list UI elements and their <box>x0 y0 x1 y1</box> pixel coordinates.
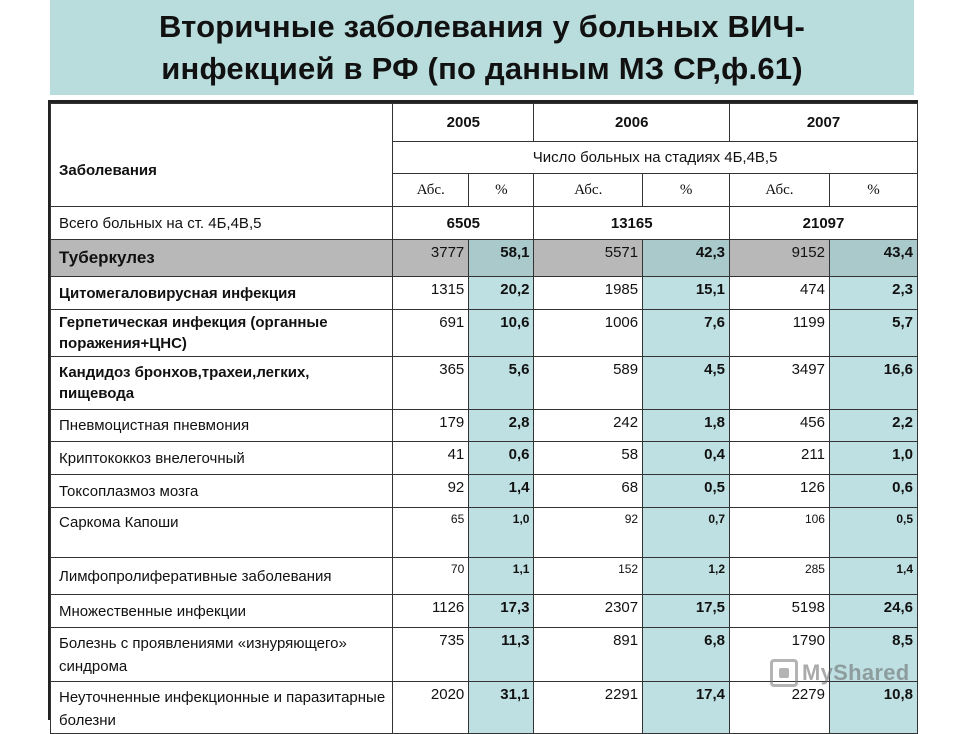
abs-2005: 1315 <box>393 277 469 310</box>
pct-2005: 1,0 <box>469 508 534 558</box>
pct-2005: 0,6 <box>469 442 534 475</box>
myshared-logo-icon <box>770 659 798 687</box>
pct-2005: 31,1 <box>469 682 534 734</box>
total-2007: 21097 <box>730 207 918 240</box>
pct-2007: 8,5 <box>829 628 917 682</box>
abs-2005: 92 <box>393 475 469 508</box>
pct-2005: 17,3 <box>469 595 534 628</box>
table-row <box>51 410 918 442</box>
abs-2006: 1006 <box>534 310 643 357</box>
unit-pct-2006: % <box>643 174 730 207</box>
pct-2006: 15,1 <box>643 277 730 310</box>
pct-2007: 10,8 <box>829 682 917 734</box>
table-row <box>51 595 918 628</box>
abs-2005: 41 <box>393 442 469 475</box>
disease-name: Цитомегаловирусная инфекция <box>51 277 393 310</box>
pct-2006: 17,4 <box>643 682 730 734</box>
abs-2005: 735 <box>393 628 469 682</box>
pct-2006: 0,5 <box>643 475 730 508</box>
pct-2005: 2,8 <box>469 410 534 442</box>
pct-2006: 6,8 <box>643 628 730 682</box>
abs-2007: 5198 <box>730 595 830 628</box>
stage-subheader: Число больных на стадиях 4Б,4В,5 <box>393 142 918 174</box>
pct-2007: 43,4 <box>829 240 917 277</box>
title-line-2: инфекцией в РФ (по данным МЗ СР,ф.61) <box>161 51 803 86</box>
table-row <box>51 357 918 410</box>
pct-2006: 42,3 <box>643 240 730 277</box>
disease-table <box>50 103 918 734</box>
abs-2007: 211 <box>730 442 830 475</box>
table-row <box>51 508 918 558</box>
table-row <box>51 277 918 310</box>
pct-2006: 0,4 <box>643 442 730 475</box>
pct-2005: 10,6 <box>469 310 534 357</box>
abs-2006: 589 <box>534 357 643 410</box>
pct-2007: 16,6 <box>829 357 917 410</box>
pct-2005: 58,1 <box>469 240 534 277</box>
abs-2006: 5571 <box>534 240 643 277</box>
year-header-2006: 2006 <box>534 104 730 142</box>
disease-name: Криптококкоз внелегочный <box>51 442 393 475</box>
pct-2007: 2,3 <box>829 277 917 310</box>
unit-pct-2007: % <box>829 174 917 207</box>
pct-2006: 4,5 <box>643 357 730 410</box>
pct-2007: 0,6 <box>829 475 917 508</box>
watermark-text: MyShared <box>802 660 910 685</box>
unit-abs-2007: Абс. <box>730 174 830 207</box>
disease-name: Множественные инфекции <box>51 595 393 628</box>
abs-2006: 242 <box>534 410 643 442</box>
abs-2006: 58 <box>534 442 643 475</box>
pct-2006: 0,7 <box>643 508 730 558</box>
abs-2007: 9152 <box>730 240 830 277</box>
abs-2005: 179 <box>393 410 469 442</box>
year-header-2007: 2007 <box>730 104 918 142</box>
disease-name: Неуточненные инфекционные и паразитарные болезни <box>51 682 393 734</box>
pct-2006: 1,8 <box>643 410 730 442</box>
page-title <box>50 6 914 90</box>
disease-name: Саркома Капоши <box>51 508 393 558</box>
disease-name: Кандидоз бронхов,трахеи,легких, пищевода <box>51 357 393 410</box>
unit-abs-2005: Абс. <box>393 174 469 207</box>
table-row <box>51 442 918 475</box>
abs-2007: 106 <box>730 508 830 558</box>
abs-2007: 3497 <box>730 357 830 410</box>
abs-2005: 65 <box>393 508 469 558</box>
abs-2007: 2279 <box>730 682 830 734</box>
abs-2005: 70 <box>393 558 469 595</box>
title-banner <box>50 0 914 95</box>
table-row <box>51 310 918 357</box>
disease-name: Пневмоцистная пневмония <box>51 410 393 442</box>
pct-2005: 11,3 <box>469 628 534 682</box>
disease-name: Лимфопролиферативные заболевания <box>51 558 393 595</box>
pct-2007: 5,7 <box>829 310 917 357</box>
abs-2006: 2307 <box>534 595 643 628</box>
table-row <box>51 240 918 277</box>
pct-2007: 1,0 <box>829 442 917 475</box>
table-row <box>51 475 918 508</box>
abs-2005: 3777 <box>393 240 469 277</box>
abs-2007: 1199 <box>730 310 830 357</box>
pct-2007: 24,6 <box>829 595 917 628</box>
watermark-logo <box>770 656 910 690</box>
abs-2006: 891 <box>534 628 643 682</box>
abs-2007: 285 <box>730 558 830 595</box>
total-2005: 6505 <box>393 207 534 240</box>
total-label: Всего больных на ст. 4Б,4В,5 <box>51 207 393 240</box>
abs-2006: 1985 <box>534 277 643 310</box>
unit-abs-2006: Абс. <box>534 174 643 207</box>
pct-2005: 5,6 <box>469 357 534 410</box>
abs-2005: 691 <box>393 310 469 357</box>
abs-2005: 2020 <box>393 682 469 734</box>
abs-2007: 126 <box>730 475 830 508</box>
pct-2006: 17,5 <box>643 595 730 628</box>
abs-2007: 456 <box>730 410 830 442</box>
total-2006: 13165 <box>534 207 730 240</box>
abs-2007: 1790 <box>730 628 830 682</box>
pct-2007: 0,5 <box>829 508 917 558</box>
pct-2006: 1,2 <box>643 558 730 595</box>
pct-2006: 7,6 <box>643 310 730 357</box>
pct-2005: 20,2 <box>469 277 534 310</box>
pct-2007: 2,2 <box>829 410 917 442</box>
pct-2005: 1,4 <box>469 475 534 508</box>
disease-name: Болезнь с проявлениями «изнуряющего» синдрома <box>51 628 393 682</box>
pct-2007: 1,4 <box>829 558 917 595</box>
abs-2007: 474 <box>730 277 830 310</box>
disease-column-header: Заболевания <box>51 104 393 207</box>
pct-2005: 1,1 <box>469 558 534 595</box>
unit-pct-2005: % <box>469 174 534 207</box>
abs-2006: 68 <box>534 475 643 508</box>
disease-name: Токсоплазмоз мозга <box>51 475 393 508</box>
abs-2006: 152 <box>534 558 643 595</box>
abs-2005: 1126 <box>393 595 469 628</box>
table-row <box>51 558 918 595</box>
abs-2006: 92 <box>534 508 643 558</box>
disease-name: Туберкулез <box>51 240 393 277</box>
title-line-1: Вторичные заболевания у больных ВИЧ- <box>158 9 806 44</box>
abs-2005: 365 <box>393 357 469 410</box>
year-header-2005: 2005 <box>393 104 534 142</box>
disease-name: Герпетическая инфекция (органные поражения+ЦНС) <box>51 310 393 357</box>
abs-2006: 2291 <box>534 682 643 734</box>
